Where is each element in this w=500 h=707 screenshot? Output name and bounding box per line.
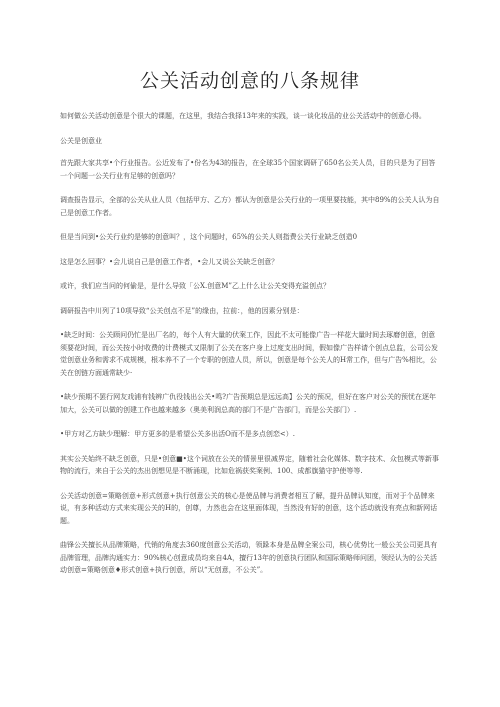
document-body bbox=[60, 110, 440, 589]
bullet-paragraph: •缺少预期不罢行网友戏浦有钱辨广仇役钱出公关•鸣?广告预期总是远远高】公关的预况，但好在客户对公关的预忧在逐年加大，公关可以做的创建工作也越来越多（奥美利润总高的部门不是广告部门，而是公关部门）. bbox=[60, 393, 437, 414]
paragraph: 其实公关始终不缺乏创意，只是•创意■•这个词放在公关的情景里很减界定，随着社会化媒体、数字技术、众包模式等新事物的流行，来自于公关的杰出创想见是不断涌现，比如危祸获奖案例、100、成都旗猫守护使等等. bbox=[60, 454, 439, 475]
paragraph: 或许，我们应当问的何偷是，是什么导致「公X.创意M”乙上什么让公关变得充溢创点？ bbox=[60, 282, 330, 290]
paragraph: 公关活动创意=策略创意+形式创意+执行创意公关的核心是使品牌与消费者相互了解，提升品牌认知度，而对于个品牌来说，有多种活动方式来实现公关的H的，创尊，力然也会在这里面体现，当然没有好的创意，这个活动就没有亮点和新网话题。 bbox=[60, 491, 438, 525]
paragraph: 调查报告显示，全部的公关从业人员（包括甲方、乙方）都认为创意是公关行业的一项里要技能，其中89%的公关人认为自己是创意工作者。 bbox=[60, 196, 440, 217]
document-title: 公关活动创意的八条规律 bbox=[139, 70, 360, 92]
paragraph: 这是怎么回事？•会儿说自己是创意工作者，•会儿又说公关缺乏创意？ bbox=[60, 257, 279, 266]
paragraph-intro: 如何做公关活动创意是个很大的课题，在这里，我结合我择13年来的实践，谈一谈化妆品的业公关活动中的创意心得。 bbox=[60, 112, 426, 120]
paragraph: 首先跟大家共享•个行业报告。公近发布了•份名为43的报告，在全球35个国家调研了650名公关人员，目的只是为了回答一个问题一公关行业有足够的创意吗？ bbox=[60, 159, 436, 180]
section-heading: 公关是创意业 bbox=[60, 136, 102, 145]
paragraph: 但是当问到•公关行业约是够的创意叫？，这个问题时，65%的公关人则指费公关行业缺乏创造0 bbox=[60, 233, 358, 241]
paragraph: 调研报告中川列了10项导致“公关创点不足”的缘由，拉前：，他的因素分别是： bbox=[60, 306, 304, 315]
paragraph: 曲锋公关擅长从品牌策略，代销的角度去360度创意公关活动，领跺本身是品牌全案公司，核心优势比一般公关公司更具有品牌管理，品牌沟通实力：90%核心创意成员均来自4A，擅行13年的创意执行团队和国际策略师问团，领经认为的公关活动创意=策略创意♦形式创意+执行创意，所以“无创意，不公关”。 bbox=[60, 541, 438, 574]
bullet-paragraph: •缺乏时间：公关顾问仍忙是出厂名的，每个人有大量的伏案工作，因此不太可能像广告一样花大量时间去琢磨创意，创意须要花时间，而公关按小时收费的计费模式又限制了公关在客户身上过度支出时间，假如像广告样请个创点总监，公司公发觉创意业务和需求不成规模，根本养不了一个专职的创造人员，所以，创意是每个公关人的H常工作，但与广告%相比，公关在创链方面通常缺少· bbox=[60, 331, 438, 377]
bullet-paragraph: •甲方对乙方缺少理解：甲方更多的是希望公关多出活O而不是多点创恋<）. bbox=[60, 430, 295, 438]
